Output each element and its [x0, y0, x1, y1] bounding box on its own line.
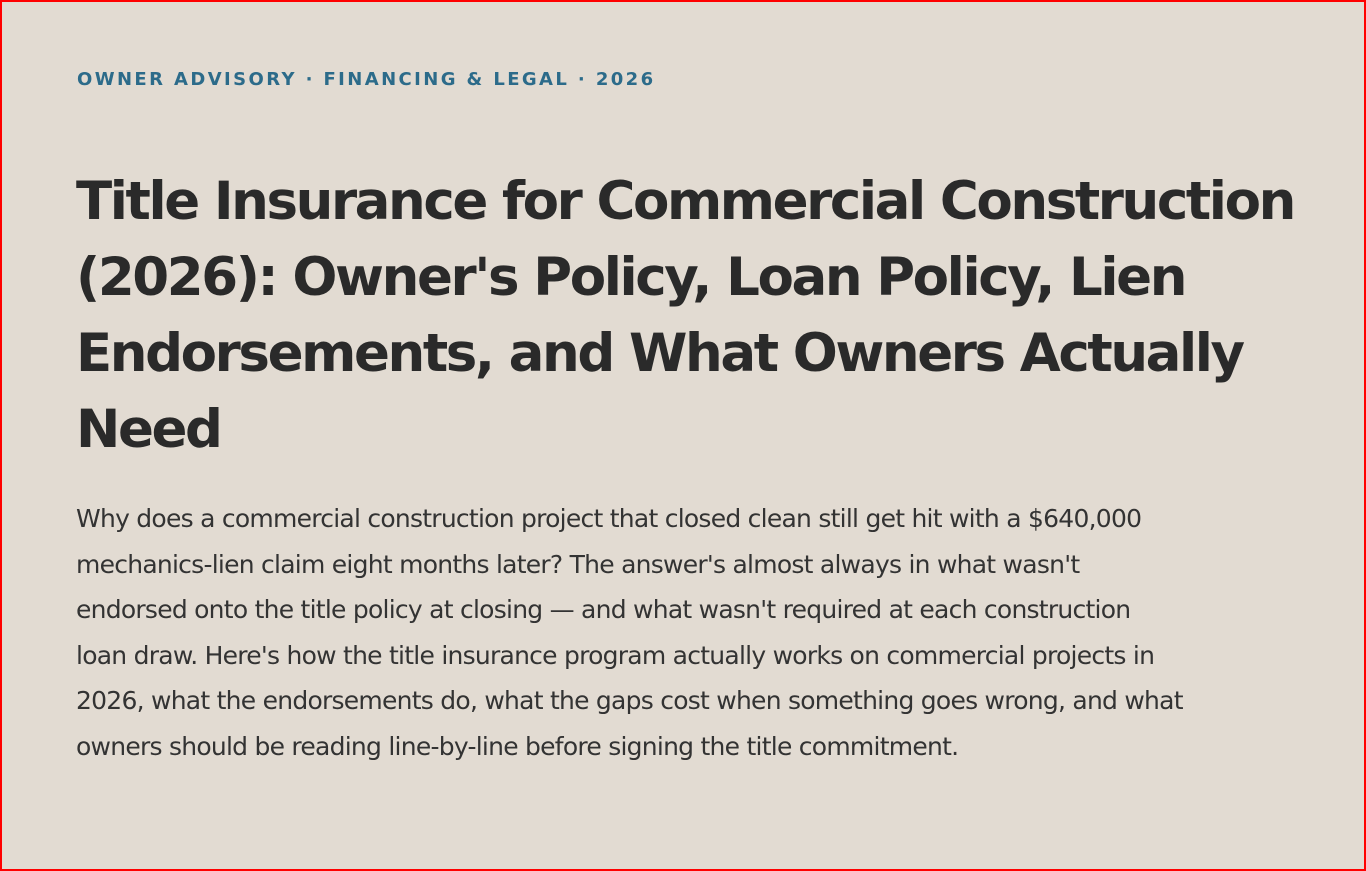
category-eyebrow: OWNER ADVISORY · FINANCING & LEGAL · 2026: [77, 69, 656, 90]
article-lede: Why does a commercial construction project that closed clean still get hit with a $640,000 mechanics-lien claim eight months later? The answer's almost always in what wasn't endorsed onto the title policy at closing — and what wasn't required at each construction loan draw. Here's how the title insurance program actually works on commercial projects in 2026, what the endorsements do, what the gaps cost when something goes wrong, and what owners should be reading line-by-line before signing the title commitment.: [76, 504, 1183, 761]
article-title: Title Insurance for Commercial Construction (2026): Owner's Policy, Loan Policy, Lien Endorsements, and What Owners Actually Need: [76, 171, 1294, 460]
